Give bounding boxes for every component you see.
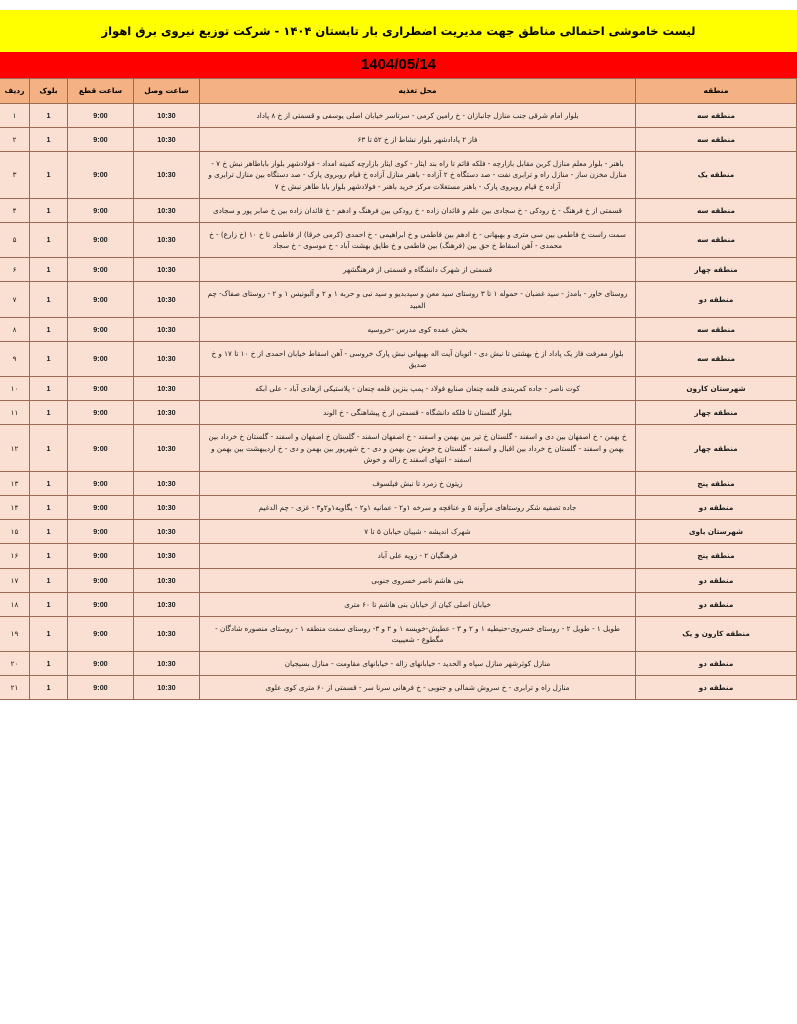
cell-on-time: 10:30 — [134, 544, 200, 568]
cell-block: 1 — [30, 520, 68, 544]
page-title: لیست خاموشی احتمالی مناطق جهت مدیریت اضطراری بار تابستان ۱۴۰۴ - شرکت توزیع نیروی برق اهواز — [0, 10, 797, 52]
cell-region: منطقه دو — [636, 568, 797, 592]
cell-region: منطقه سه — [636, 128, 797, 152]
cell-on-time: 10:30 — [134, 401, 200, 425]
column-header-on-time[interactable]: ساعت وصل — [134, 78, 200, 103]
cell-place: فاز ۲ پادادشهر بلوار نشاط از خ ۵۲ تا ۶۳ — [200, 128, 636, 152]
cell-radif: ۱۵ — [0, 520, 30, 544]
cell-region: منطقه کارون و یک — [636, 616, 797, 651]
table-row — [0, 592, 797, 616]
header-row — [0, 78, 797, 103]
cell-region: منطقه سه — [636, 198, 797, 222]
cell-block: 1 — [30, 317, 68, 341]
cell-region: منطقه دو — [636, 676, 797, 700]
table-header — [0, 78, 797, 103]
cell-block: 1 — [30, 616, 68, 651]
cell-block: 1 — [30, 592, 68, 616]
table-row — [0, 103, 797, 127]
cell-on-time: 10:30 — [134, 282, 200, 317]
cell-on-time: 10:30 — [134, 568, 200, 592]
table-row — [0, 568, 797, 592]
cell-region: منطقه سه — [636, 317, 797, 341]
cell-off-time: 9:00 — [68, 282, 134, 317]
cell-block: 1 — [30, 652, 68, 676]
cell-off-time: 9:00 — [68, 676, 134, 700]
cell-region: منطقه یک — [636, 152, 797, 198]
table-row — [0, 377, 797, 401]
cell-radif: ۱۸ — [0, 592, 30, 616]
table-row — [0, 652, 797, 676]
cell-place: زیتون خ زمرد تا نبش فیلسوف — [200, 471, 636, 495]
column-header-off-time[interactable]: ساعت قطع — [68, 78, 134, 103]
cell-region: شهرستان باوی — [636, 520, 797, 544]
cell-block: 1 — [30, 341, 68, 376]
cell-place: جاده تصفیه شکر روستاهای مرآونه ۵ و عنافچه و سرخه ۱و۲ - عمانیه ۱و۲ - یگاویه۱و۲و۳ - غزی - چم الدغیم — [200, 496, 636, 520]
cell-place: سمت راست خ فاطمی بین سی متری و بهبهانی - خ ادهم بین فاطمی و خ ابراهیمی - خ احمدی (کرمی خرقا) از فاطمی تا خ ۱۰ (خ زارع) - خ محمدی - آهن اسقاط خ حق بین (فرهنگ) بین فاطمی و خ طایق بهشت آباد - خ موسوی - خ سجاد — [200, 222, 636, 257]
cell-radif: ۲ — [0, 128, 30, 152]
cell-on-time: 10:30 — [134, 128, 200, 152]
cell-place: طویل ۱ - طویل ۲ - روستای خسروی-حنیطیه ۱ و ۲ و ۳ - عطیش-خویسه ۱ و ۲ و ۳- روستای سمت منطقه ۱ - روستای منصوره شادگان - مگطوع - شعیبیت — [200, 616, 636, 651]
cell-on-time: 10:30 — [134, 377, 200, 401]
cell-radif: ۲۱ — [0, 676, 30, 700]
cell-block: 1 — [30, 198, 68, 222]
table-row — [0, 616, 797, 651]
cell-off-time: 9:00 — [68, 198, 134, 222]
table-row — [0, 496, 797, 520]
cell-region: منطقه سه — [636, 222, 797, 257]
cell-place: قسمتی از خ فرهنگ - خ رودکی - خ سجادی بین علم و قائدان زاده - خ رودکی بین فرهنگ و ادهم - خ قائدان زاده بین خ صابر پور و سجادی — [200, 198, 636, 222]
cell-place: بلوار معرفت فاز یک پاداد از خ بهشتی تا نبش دی - اتوبان آیت اله بهبهانی نبش پارک خروسی - آهن اسقاط خیابان احمدی از خ ۱۰ تا ۱۷ و خ صدیق — [200, 341, 636, 376]
cell-on-time: 10:30 — [134, 198, 200, 222]
cell-block: 1 — [30, 128, 68, 152]
cell-off-time: 9:00 — [68, 592, 134, 616]
cell-place: منازل کوثرشهر منازل سپاه و الحدید - خیابانهای زاله - خیابانهای مقاومت - منازل بسیجیان — [200, 652, 636, 676]
cell-place: کوت ناصر - جاده کمربندی قلعه چنعان صنایع فولاد - پمپ بنزین قلعه چنعان - پلاستیکی ازهادی آباد - علی ابکه — [200, 377, 636, 401]
cell-block: 1 — [30, 222, 68, 257]
cell-on-time: 10:30 — [134, 616, 200, 651]
column-header-region[interactable]: منطقه — [636, 78, 797, 103]
cell-on-time: 10:30 — [134, 496, 200, 520]
cell-off-time: 9:00 — [68, 258, 134, 282]
cell-radif: ۱۱ — [0, 401, 30, 425]
cell-block: 1 — [30, 425, 68, 471]
cell-off-time: 9:00 — [68, 152, 134, 198]
table-row — [0, 128, 797, 152]
cell-off-time: 9:00 — [68, 471, 134, 495]
table-row — [0, 471, 797, 495]
page-top-margin — [0, 0, 797, 10]
cell-radif: ۱۹ — [0, 616, 30, 651]
cell-on-time: 10:30 — [134, 317, 200, 341]
table-row — [0, 317, 797, 341]
cell-block: 1 — [30, 152, 68, 198]
cell-radif: ۱۶ — [0, 544, 30, 568]
cell-place: باهنر - بلوار معلم منازل کربن مقابل بازارچه - فلکه قائم تا راه بند ایثار - کوی ایثار بازارچه کمیته امداد - فولادشهر بلوار باباطاهر نبش خ ۷ - منازل مخزن ساز - منازل راه و ترابری نفت - صد دستگاه خ ۲ آزاده - باهنر منازل آزاده خ قیام روبروی پارک - صد دستگاه بین منازل ترابری و آزاده خ قیام روبروی پارک - باهنر مستغلات مرکز خرید باهنر - فولادشهر بلوار بابا طاهر نبش خ ۷ — [200, 152, 636, 198]
cell-region: منطقه پنج — [636, 544, 797, 568]
cell-off-time: 9:00 — [68, 544, 134, 568]
cell-place: قسمتی از شهرک دانشگاه و قسمتی از فرهنگشهر — [200, 258, 636, 282]
table-row — [0, 401, 797, 425]
cell-place: بنی هاشم ناصر خسروی جنوبی — [200, 568, 636, 592]
cell-on-time: 10:30 — [134, 652, 200, 676]
table-row — [0, 222, 797, 257]
table-row — [0, 198, 797, 222]
cell-radif: ۱۳ — [0, 471, 30, 495]
cell-place: بلوار امام شرقی جنب منازل جانبازان - خ رامین کرمی - سرتاسر خیابان اصلی یوسفی و قسمتی از خ ۸ پاداد — [200, 103, 636, 127]
cell-off-time: 9:00 — [68, 341, 134, 376]
cell-block: 1 — [30, 676, 68, 700]
cell-on-time: 10:30 — [134, 341, 200, 376]
table-body — [0, 103, 797, 700]
cell-place: بلوار گلستان تا فلکه دانشگاه - قسمتی از خ پیشاهنگی - خ الوند — [200, 401, 636, 425]
cell-radif: ۱۴ — [0, 496, 30, 520]
table-row — [0, 425, 797, 471]
column-header-radif[interactable]: ردیف — [0, 78, 30, 103]
cell-on-time: 10:30 — [134, 222, 200, 257]
cell-region: منطقه چهار — [636, 425, 797, 471]
cell-block: 1 — [30, 401, 68, 425]
cell-place: خ بهمن - خ اصفهان بین دی و اسفند - گلستان خ تیر بین بهمن و اسفند - خ اصفهان اسفند - گلستان خ اصفهان و اسفند - گلستان خ خرداد بین بهمن و اسفند - گلستان خ خرداد بین اقبال و اسفند - گلستان خ خوش بین بهمن و دی - خ شهریور بین بهمن و دی - خ اردیبهشت بین بهمن و اسفند - انتهای اسفند خ زاله و خوش — [200, 425, 636, 471]
cell-block: 1 — [30, 282, 68, 317]
cell-place: خیابان اصلی کیان از خیابان بنی هاشم تا ۶۰ متری — [200, 592, 636, 616]
table-row — [0, 341, 797, 376]
cell-off-time: 9:00 — [68, 103, 134, 127]
cell-radif: ۴ — [0, 198, 30, 222]
cell-radif: ۱۷ — [0, 568, 30, 592]
cell-place: شهرک اندیشه - شیبان خیابان ۵ تا ۷ — [200, 520, 636, 544]
cell-region: شهرستان کارون — [636, 377, 797, 401]
table-row — [0, 676, 797, 700]
table-row — [0, 258, 797, 282]
cell-block: 1 — [30, 103, 68, 127]
cell-radif: ۹ — [0, 341, 30, 376]
column-header-block[interactable]: بلوک — [30, 78, 68, 103]
cell-block: 1 — [30, 496, 68, 520]
cell-block: 1 — [30, 471, 68, 495]
cell-region: منطقه دو — [636, 496, 797, 520]
cell-region: منطقه پنج — [636, 471, 797, 495]
cell-off-time: 9:00 — [68, 496, 134, 520]
cell-radif: ۲۰ — [0, 652, 30, 676]
cell-on-time: 10:30 — [134, 103, 200, 127]
cell-off-time: 9:00 — [68, 401, 134, 425]
cell-off-time: 9:00 — [68, 317, 134, 341]
cell-on-time: 10:30 — [134, 258, 200, 282]
cell-region: منطقه دو — [636, 592, 797, 616]
cell-on-time: 10:30 — [134, 425, 200, 471]
cell-radif: ۱۰ — [0, 377, 30, 401]
cell-place: فرهنگیان ۲ - زویه علی آباد — [200, 544, 636, 568]
cell-radif: ۸ — [0, 317, 30, 341]
cell-on-time: 10:30 — [134, 471, 200, 495]
cell-radif: ۱۲ — [0, 425, 30, 471]
cell-region: منطقه سه — [636, 341, 797, 376]
cell-off-time: 9:00 — [68, 377, 134, 401]
cell-block: 1 — [30, 568, 68, 592]
table-row — [0, 152, 797, 198]
cell-radif: ۳ — [0, 152, 30, 198]
cell-region: منطقه چهار — [636, 258, 797, 282]
cell-on-time: 10:30 — [134, 676, 200, 700]
cell-radif: ۱ — [0, 103, 30, 127]
cell-off-time: 9:00 — [68, 520, 134, 544]
cell-off-time: 9:00 — [68, 652, 134, 676]
cell-radif: ۷ — [0, 282, 30, 317]
cell-on-time: 10:30 — [134, 152, 200, 198]
cell-place: بخش عمده کوی مدرس -خروسیه — [200, 317, 636, 341]
cell-off-time: 9:00 — [68, 425, 134, 471]
cell-off-time: 9:00 — [68, 568, 134, 592]
table-row — [0, 282, 797, 317]
table-row — [0, 520, 797, 544]
cell-block: 1 — [30, 258, 68, 282]
cell-region: منطقه چهار — [636, 401, 797, 425]
cell-place: منازل راه و ترابری - خ سروش شمالی و جنوبی - خ فرهانی سرنا سر - قسمتی از ۶۰ متری کوی علوی — [200, 676, 636, 700]
cell-off-time: 9:00 — [68, 222, 134, 257]
cell-radif: ۶ — [0, 258, 30, 282]
cell-region: منطقه سه — [636, 103, 797, 127]
cell-on-time: 10:30 — [134, 592, 200, 616]
cell-off-time: 9:00 — [68, 128, 134, 152]
schedule-date: 1404/05/14 — [0, 52, 797, 78]
outage-table — [0, 78, 797, 701]
cell-region: منطقه دو — [636, 652, 797, 676]
cell-place: روستای خاور - بامدژ - سید غضبان - حموله ۱ تا ۳ روستای سید معن و سیدبدیو و سید نبی و حربه ۱ و ۲ و آلبونیس ۱ و ۲ - روستای صفاک- چم العبید — [200, 282, 636, 317]
cell-on-time: 10:30 — [134, 520, 200, 544]
cell-region: منطقه دو — [636, 282, 797, 317]
cell-off-time: 9:00 — [68, 616, 134, 651]
cell-block: 1 — [30, 544, 68, 568]
cell-block: 1 — [30, 377, 68, 401]
column-header-place[interactable]: محل تغذیه — [200, 78, 636, 103]
cell-radif: ۵ — [0, 222, 30, 257]
table-row — [0, 544, 797, 568]
